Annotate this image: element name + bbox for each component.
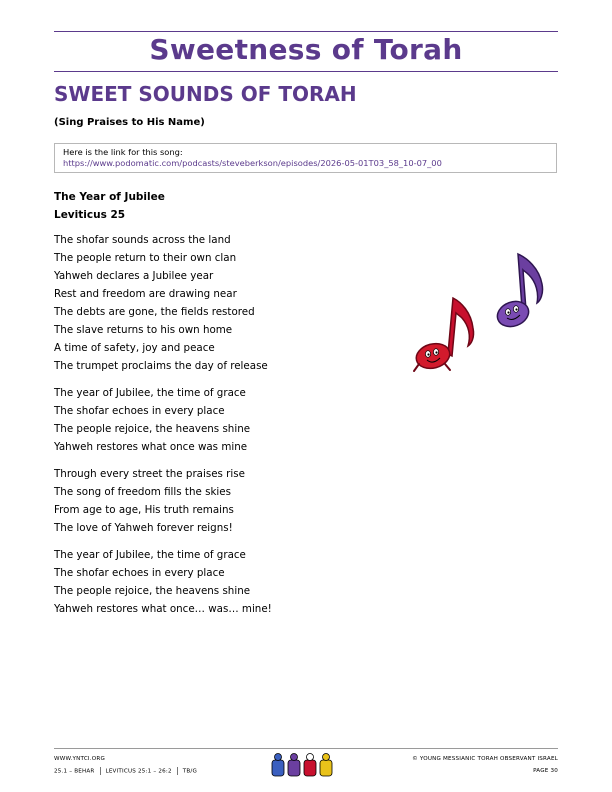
footer-right: [412, 755, 558, 776]
lyric-line: The slave returns to his own home: [54, 324, 233, 336]
lyric-line: A time of safety, joy and peace: [54, 342, 215, 354]
purple-note-icon: [494, 254, 543, 331]
lyric-line: The love of Yahweh forever reigns!: [54, 522, 233, 534]
lyric-line: The song of freedom fills the skies: [54, 486, 231, 498]
lyrics: [54, 231, 384, 627]
top-rule: [54, 31, 558, 32]
footer-rule: [54, 748, 558, 749]
lyric-line: The trumpet proclaims the day of release: [54, 360, 268, 372]
lyric-line: Yahweh restores what once… was… mine!: [54, 603, 272, 615]
footer-reference: LEVITICUS 25:1 – 26:2: [105, 768, 172, 775]
page-banner: Sweetness of Torah: [149, 33, 463, 66]
lyric-line: The shofar echoes in every place: [54, 405, 225, 417]
scripture-reference: Leviticus 25: [54, 209, 126, 221]
lyric-line: Yahweh restores what once was mine: [54, 441, 248, 453]
lyric-line: Yahweh declares a Jubilee year: [54, 270, 214, 282]
footer-portion: TB/G: [182, 768, 197, 775]
lyric-line: Through every street the praises rise: [54, 468, 245, 480]
section-title: SWEET SOUNDS OF TORAH: [54, 82, 357, 106]
section-subtitle: (Sing Praises to His Name): [54, 117, 205, 128]
lyric-line: The year of Jubilee, the time of grace: [54, 387, 246, 399]
song-title: The Year of Jubilee: [54, 191, 165, 203]
footer-copyright: © YOUNG MESSIANIC TORAH OBSERVANT ISRAEL: [412, 756, 558, 762]
stanza: [54, 231, 384, 375]
stanza: [54, 384, 384, 456]
footer-page-number: PAGE 30: [533, 768, 558, 774]
stanza: [54, 546, 384, 618]
lyric-line: The people return to their own clan: [54, 252, 237, 264]
footer-separator: [100, 767, 101, 775]
lyric-line: The shofar sounds across the land: [54, 234, 231, 246]
lyric-line: From age to age, His truth remains: [54, 504, 234, 516]
ministry-logo-icon: [268, 750, 348, 780]
footer-website[interactable]: WWW.YNTCI.ORG: [54, 756, 105, 762]
lyric-line: Rest and freedom are drawing near: [54, 288, 237, 300]
lyric-line: The shofar echoes in every place: [54, 567, 225, 579]
song-link[interactable]: https://www.podomatic.com/podcasts/steveberkson/episodes/2026-05-01T03_58_10-07_00: [63, 158, 442, 168]
footer-separator: [177, 767, 178, 775]
music-notes-icon: [405, 246, 555, 376]
stanza: [54, 465, 384, 537]
song-heading: [54, 188, 165, 224]
red-note-icon: [413, 298, 473, 372]
footer-parsha: 25.1 – BEHAR: [54, 768, 95, 775]
lyric-line: The debts are gone, the fields restored: [54, 306, 255, 318]
footer-left: [54, 755, 197, 777]
link-intro: Here is the link for this song:: [63, 147, 183, 157]
song-link-box: [54, 143, 557, 173]
lyric-line: The year of Jubilee, the time of grace: [54, 549, 246, 561]
lyric-line: The people rejoice, the heavens shine: [54, 585, 251, 597]
lyric-line: The people rejoice, the heavens shine: [54, 423, 251, 435]
banner-rule: [54, 71, 558, 72]
footer-meta: [54, 767, 197, 777]
